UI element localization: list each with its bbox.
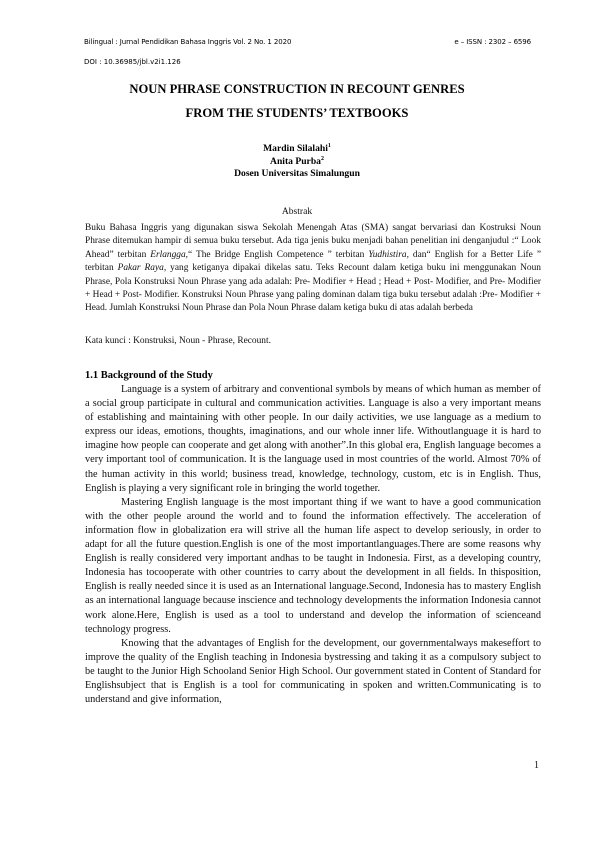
issn-header: e – ISSN : 2302 – 6596 [454, 38, 531, 46]
paper-title-line2: FROM THE STUDENTS’ TEXTBOOKS [185, 106, 409, 120]
abstract-heading: Abstrak [281, 206, 313, 217]
author-1 [64, 143, 530, 154]
abstract-em-2: Yudhistira, [368, 249, 409, 260]
abstract-body [85, 222, 541, 316]
author-1-sup: 1 [327, 143, 331, 149]
paragraph-2: Mastering English language is the most important thing if we want to have a good communication with the other people around the world and to found the information effectively. The acceleration of information flow in globalization era will strive all the human life aspect to develop seriously, in order to adapt for all the future question.English is one of the most importantlanguages.There are some reasons why English is really considered very important andhas to be taught in Indonesia. First, as a developing country, Indonesia has tocooperate with other countries to carry about the development in all fields. In thisposition, English is really needed since it is used as an International language.Second, Indonesia has to mastery English as an international language because inscience and technology developments the information Indonesia cannot work alone.Here, English is used as a tool to understand and develop the information of scienceand technology progress. [85, 496, 541, 635]
affiliation: Dosen Universitas Simalungun [234, 168, 360, 179]
paragraph-1: Language is a system of arbitrary and conventional symbols by means of which human as member of a social group participate in cultural and communication activities. Language is also a very important means of establishing and maintaining with other people. In our daily activities, we use language as a medium to express our ideas, emotions, thoughts, imaginations, and our whole inner life. Withoutlanguage it is hard to imagine how people can cooperate and get along with another”.In this global era, English language becomes a very important tool of communication. It is the language used in most countries of the world. Almost 70% of the human activity in this world; business tread, knowledge, technology, custom, etc is in English. Thus, English is playing a very significant role in bringing the world together. [85, 384, 541, 494]
abstract-em-3: Pakar Raya, [117, 263, 167, 274]
section-body [85, 383, 541, 707]
abstract-em-1: Erlangga, [150, 249, 189, 260]
abstract-paragraph [85, 222, 541, 316]
author-2-name: Anita Purba [270, 156, 321, 168]
doi-line: DOI : 10.36985/jbl.v2i1.126 [84, 58, 181, 66]
abstract-text-c: dan“ English for a Better Life ” terbitan [85, 249, 541, 274]
section-heading: 1.1 Background of the Study [85, 370, 213, 381]
abstract-text-a: Buku Bahasa Inggris yang digunakan siswa Sekolah Menengah Atas (SMA) sangat bervariasi dan Kostruksi Noun Phrase ditemukan hampir di semua buku tersebut. Ada tiga jenis buku menjadi bahan penelitian ini denganjudul :“ Look Ahead” terbitan [85, 223, 541, 260]
author-2-sup: 2 [320, 156, 324, 162]
journal-header: Bilingual : Jurnal Pendidikan Bahasa Inggris Vol. 2 No. 1 2020 [84, 38, 292, 46]
keywords: Kata kunci : Konstruksi, Noun - Phrase, Recount. [85, 336, 271, 346]
abstract-text-d: yang ketiganya dipakai dikelas satu. Teks Recount dalam ketiga buku ini menggunakan Noun Phrase, Pola Konstruksi Noun Phrase yang ada adalah: Pre- Modifier + Head ; Head + Post- Modifier, and Pre- Modifier + Head + Post- Modifier. Konstruksi Noun Phrase yang paling dominan dalam tiga buku tersebut adalah :Pre- Modifier + Head. Jumlah Konstruksi Noun Phrase dan Pola Noun Phrase dalam ketiga buku di atas adalah berbeda [85, 263, 541, 314]
paper-title-line1: NOUN PHRASE CONSTRUCTION IN RECOUNT GENRES [129, 82, 465, 96]
author-1-name: Mardin Silalahi [263, 143, 328, 155]
page-number: 1 [534, 760, 539, 771]
abstract-text-b: “ The Bridge English Competence ” terbitan [188, 249, 369, 260]
paragraph-3: Knowing that the advantages of English for the development, our governmentalways makeseffort to improve the quality of the English teaching in Indonesia bystressing and taking it as a compulsory subject to be taught to the Junior High Schooland Senior High School. Our government stated in Content of Standard for Englishsubject that is English is a tool for communicating in spoken and written.Communicating is to understand and give information, [85, 637, 541, 706]
author-2 [64, 156, 530, 167]
